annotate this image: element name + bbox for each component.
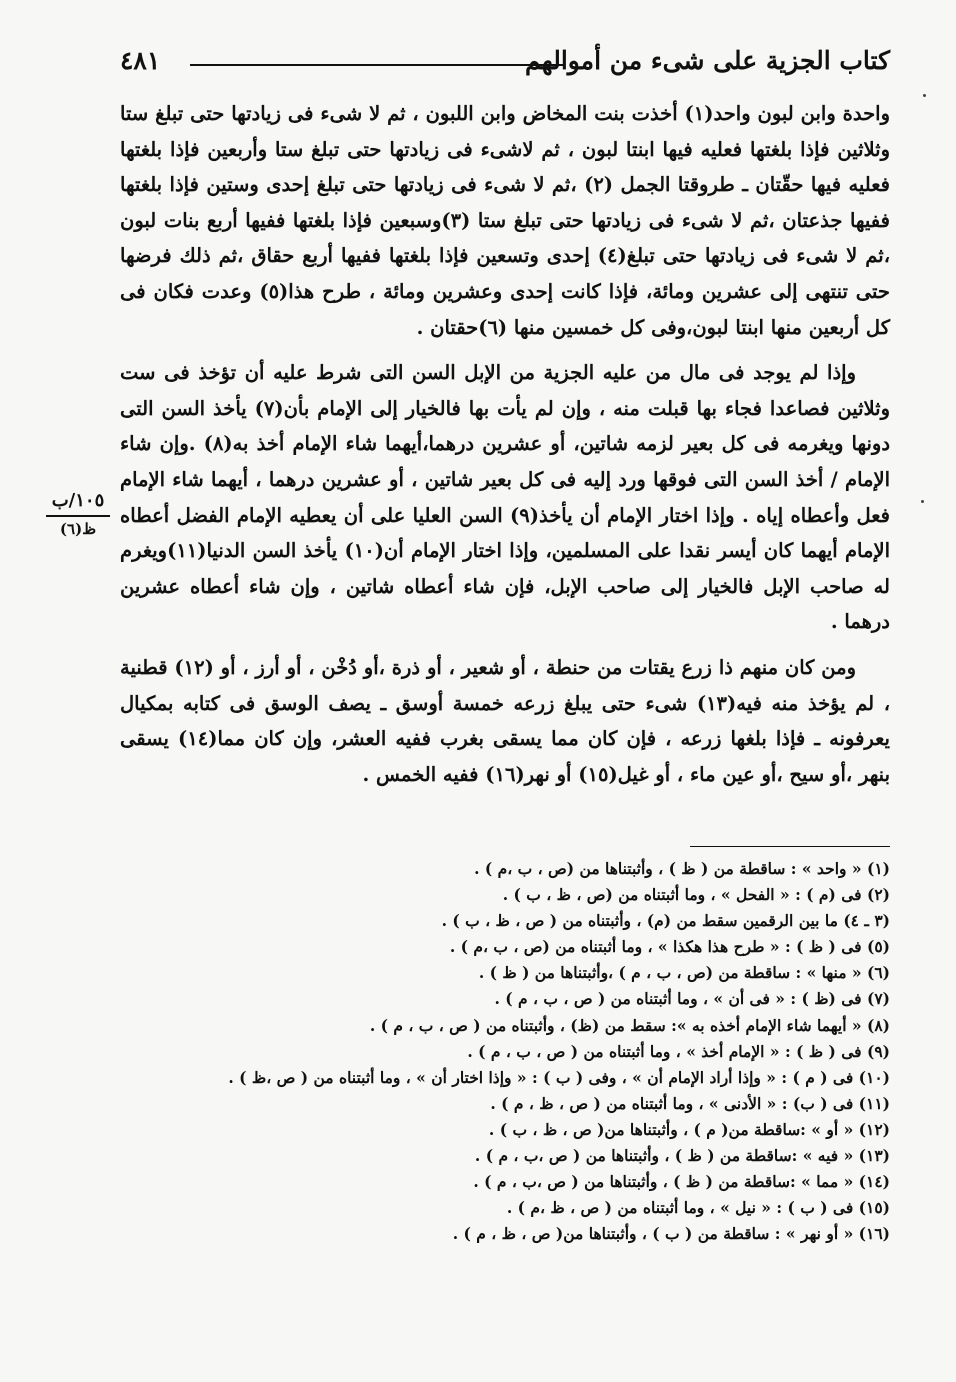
header-rule xyxy=(190,64,564,66)
footnote: (٧) فى (ظ ) : « فى أن » ، وما أثبتناه من ( ص ، ب ، م ) . xyxy=(494,989,890,1009)
margin-divider xyxy=(46,515,110,517)
page-header xyxy=(120,42,890,82)
footnote: (١٣) « فيه » :ساقطة من ( ظ ) ، وأثبتناها من ( ص ،ب ، م ) . xyxy=(474,1146,890,1166)
footnotes-rule xyxy=(690,846,890,847)
page-number: ٤٨١ xyxy=(120,46,161,75)
footnote: (١٠) فى ( م ) : « وإذا أراد الإمام أن » ، وفى ( ب ) : « وإذا اختار أن » ، وما أثبتناه من ( ص ،ظ ) . xyxy=(228,1067,890,1087)
body-text xyxy=(120,96,890,792)
footnote: (٨) « أيهما شاء الإمام أخذه به »: سقط من (ظ) ، وأثبتناه من ( ص ، ب ، م ) . xyxy=(369,1015,890,1035)
footnote: (٥) فى ( ظ ) : « طرح هذا هكذا » ، وما أثبتناه من (ص ، ب ،م ) . xyxy=(449,937,890,957)
margin-folio: ١٠٥/ب xyxy=(51,490,105,511)
footnote: (٦) « منها » : ساقطة من (ص ، ب ، م ) ،وأثبتناها من ( ظ ) . xyxy=(478,963,890,983)
scan-speck xyxy=(921,500,924,503)
footnote: (٩) فى ( ظ ) : « الإمام أخذ » ، وما أثبتناه من ( ص ، ب ، م ) . xyxy=(467,1041,890,1061)
paragraph: واحدة وابن لبون واحد(١) أخذت بنت المخاض وابن اللبون ، ثم لا شىء فى زيادتها حتى تبلغ ستا وثلاثين فإذا بلغتها فعليه فيها ابنتا لبون ، ثم لاشىء فى زيادتها حتى تبلغ ستا وأربعين فإذا بلغتها فعليه فيها حقّتان ـ طروقتا الجمل (٢) ،ثم لا شىء فى زيادتها حتى تبلغ إحدى وستين فإذا بلغتها ففيها جذعتان ،ثم لا شىء فى زيادتها حتى تبلغ ستا (٣)وسبعين فإذا بلغتها ففيها أربع بنات لبون ،ثم لا شىء فى زيادتها حتى تبلغ(٤) إحدى وتسعين فإذا بلغتها ففيها أربع حقاق ،ثم ذلك فرضها حتى تنتهى إلى عشرين ومائة، فإذا كانت إحدى وعشرين ومائة ، طرح هذا(٥) وعدت فكان فى كل أربعين منها ابنتا لبون،وفى كل خمسين منها (٦)حقتان . xyxy=(120,102,891,339)
running-title: كتاب الجزية على شىء من أموالهم xyxy=(525,46,890,75)
margin-ref: ظ(٦) xyxy=(59,520,97,538)
footnote: (٣ ـ ٤) ما بين الرقمين سقط من (م) ، وأثبتناه من ( ص ، ظ ، ب ) . xyxy=(441,911,890,931)
scan-speck xyxy=(923,94,926,97)
footnote: (١٦) « أو نهر » : ساقطة من ( ب ) ، وأثبتناها من( ص ، ظ ، م ) . xyxy=(452,1224,890,1244)
paragraph: ومن كان منهم ذا زرع يقتات من حنطة ، أو شعير ، أو ذرة ،أو دُخْن ، أو أرز ، أو (١٢) قطنية ، لم يؤخذ منه فيه(١٣) شىء حتى يبلغ زرعه خمسة أوسق ـ يصف الوسق فى كتابه بمكيال يعرفونه ـ فإذا بلغها زرعه ، فإن كان مما يسقى بغرب ففيه العشر، وإن كان مما(١٤) يسقى بنهر ،أو سيح ،أو عين ماء ، أو غيل(١٥) أو نهر(١٦) ففيه الخمس . xyxy=(120,655,890,786)
footnote: (١٢) « أو » :ساقطة من( م ) ، وأثبتناها من( ص ، ظ ، ب ) . xyxy=(488,1119,890,1139)
margin-note xyxy=(40,490,116,538)
footnote: (١) « واحد » : ساقطة من ( ظ ) ، وأثبتناها من (ص ، ب ،م ) . xyxy=(474,859,890,878)
paragraph: وإذا لم يوجد فى مال من عليه الجزية من الإبل السن التى شرط عليه أن تؤخذ فى ست وثلاثين فصاعدا فجاء بها قبلت منه ، وإن لم يأت بها فالخيار إلى الإمام بأن(٧) يأخذ السن التى دونها ويغرمه فى كل بعير لزمه شاتين، أو عشرين درهما،أيهما شاء الإمام أخذ به(٨) .وإن شاء الإمام / أخذ السن التى فوقها ورد إليه فى كل بعير شاتين ، أو عشرين درهما ، أيهما شاء الإمام فعل وأعطاه إياه . وإذا اختار الإمام أن يأخذ(٩) السن العليا على أن يعطيه الإمام الفضل أعطاه الإمام أيهما كان أيسر نقدا على المسلمين، وإذا اختار الإمام أن(١٠) يأخذ السن الدنيا(١١)ويغرم له صاحب الإبل فالخيار إلى صاحب الإبل، فإن شاء أعطاه شاتين ، وإن شاء أعطاه عشرين درهما . xyxy=(120,361,890,634)
footnote: (١١) فى ( ب) : « الأدنى » ، وما أثبتناه من ( ص ، ظ ، م ) . xyxy=(490,1093,890,1113)
footnote: (٢) فى (م ) : « الفحل » ، وما أثبتناه من (ص ، ظ ، ب ) . xyxy=(502,885,890,905)
footnote: (١٤) « مما » :ساقطة من ( ظ ) ، وأثبتناها من ( ص ،ب ، م ) . xyxy=(473,1172,890,1192)
footnotes xyxy=(110,856,890,1247)
footnote: (١٥) فى ( ب ) : « نيل » ، وما أثبتناه من ( ص ، ظ ،م ) . xyxy=(506,1198,890,1218)
